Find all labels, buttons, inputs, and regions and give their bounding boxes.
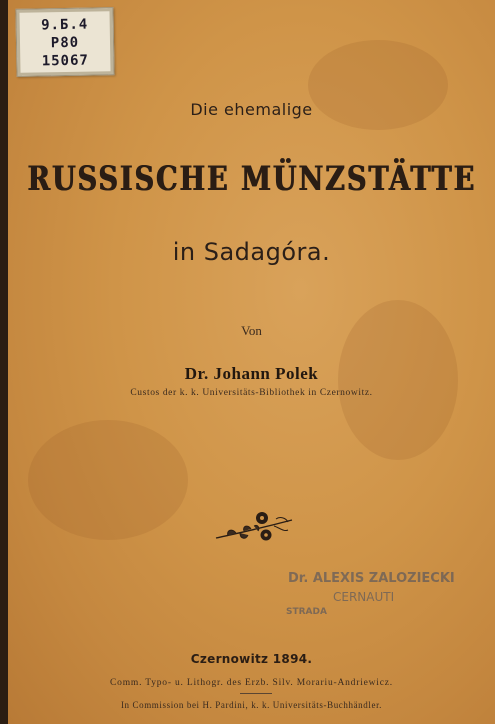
publication-place-year: Czernowitz 1894. [190, 652, 313, 666]
book-spine-edge [0, 0, 8, 724]
library-shelf-label [15, 7, 114, 77]
author-name: Dr. Johann Polek [184, 364, 319, 383]
book-cover [8, 0, 495, 724]
author-position: Custos der k. k. Universitäts-Bibliothek in Czernowitz. [130, 388, 373, 398]
imprint-divider [240, 693, 272, 694]
printer-imprint: Comm. Typo- u. Lithogr. des Erzb. Silv. Morariu-Andriewicz. [110, 678, 393, 688]
floral-ornament-icon [214, 506, 296, 546]
stamp-city: CERNAUTI [333, 590, 395, 604]
owner-stamp [278, 565, 468, 623]
by-line: Von [241, 323, 262, 338]
commission-imprint: In Commission bei H. Pardini, k. k. Universitäts-Buchhändler. [120, 700, 383, 710]
paper-stain [28, 420, 188, 540]
shelf-label-line-2: P80 [50, 34, 80, 52]
pre-title: Die ehemalige [190, 100, 313, 119]
book-subtitle: in Sadagóra. [172, 238, 331, 266]
shelf-label-line-3: 15067 [41, 52, 90, 70]
stamp-street: STRADA [286, 607, 327, 617]
book-title: RUSSISCHE MÜNZSTÄTTE [27, 160, 476, 199]
stamp-owner-name: Dr. ALEXIS ZALOZIECKI [288, 571, 455, 586]
shelf-label-line-1: 9.Б.4 [40, 16, 89, 34]
